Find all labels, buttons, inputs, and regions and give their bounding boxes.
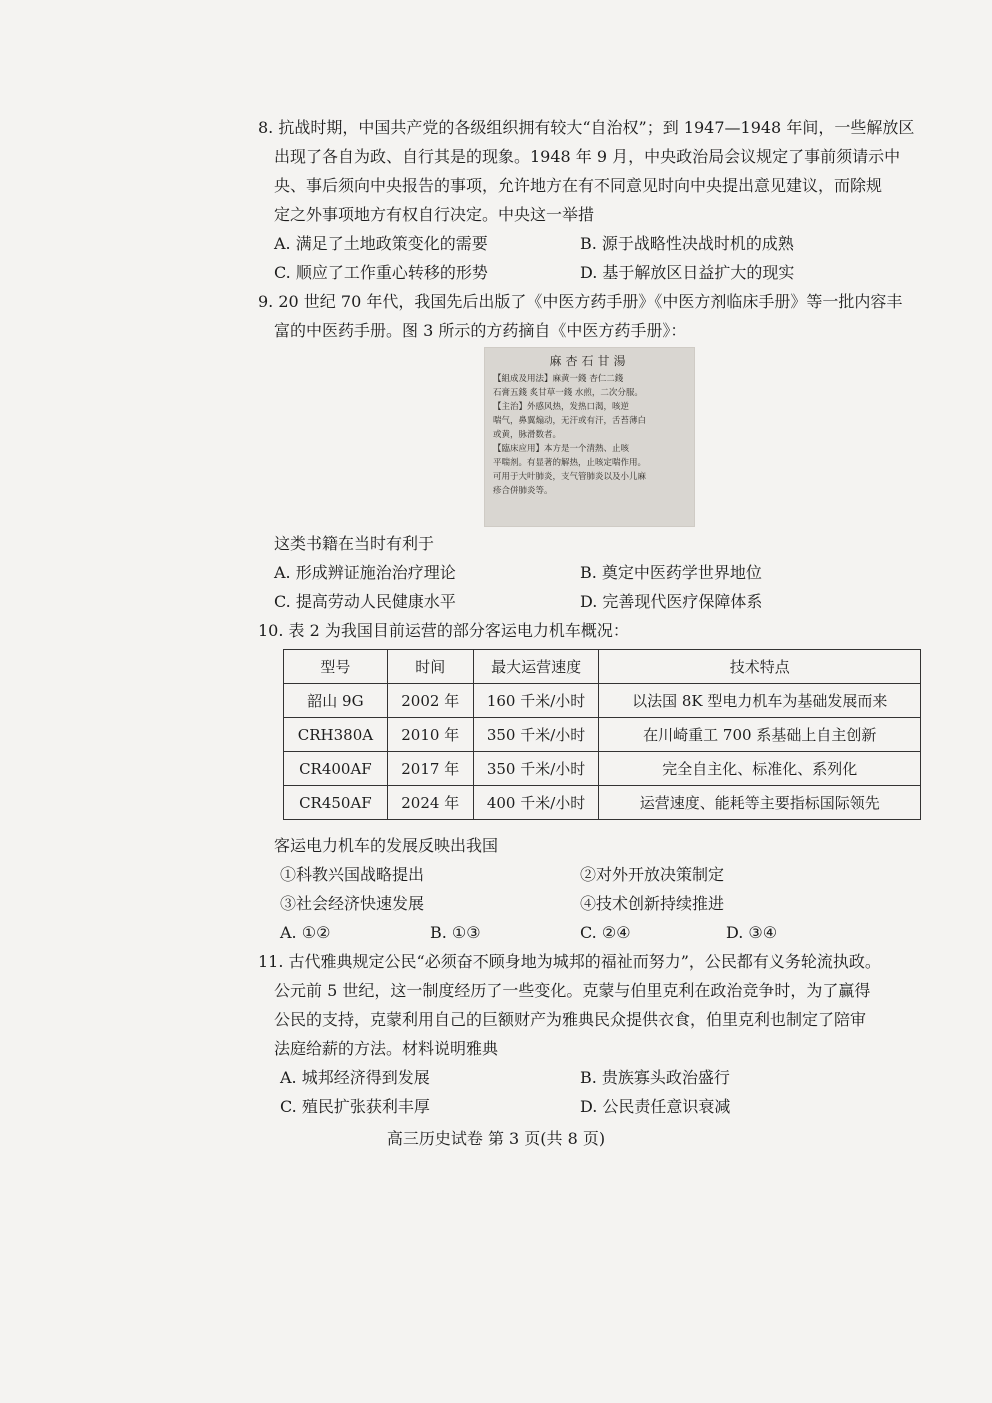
option-d[interactable]: D. ③④	[726, 923, 778, 942]
option-row	[258, 587, 926, 616]
figure-title: 麻杏石甘湯	[549, 354, 630, 368]
option-c[interactable]: C. 顺应了工作重心转移的形势	[274, 263, 488, 282]
table-2-locomotives	[283, 649, 921, 820]
table-cell: 以法国 8K 型电力机车为基础发展而来	[599, 684, 921, 718]
question-stem: 客运电力机车的发展反映出我国	[274, 836, 499, 855]
option-b[interactable]: B. ①③	[430, 923, 481, 942]
option-b[interactable]: B. 奠定中医药学世界地位	[580, 563, 762, 582]
table-cell: 韶山 9G	[284, 684, 388, 718]
figure-line: 或黄，脉滑数者。	[493, 430, 562, 440]
figure-3-prescription-image	[484, 347, 695, 527]
table-cell: 2024 年	[387, 786, 473, 820]
question-text-line: 出现了各自为政、自行其是的现象。1948 年 9 月，中央政治局会议规定了事前须请示中	[274, 147, 901, 166]
statement-3: ③社会经济快速发展	[280, 894, 425, 913]
option-row	[258, 558, 926, 587]
question-stem: 这类书籍在当时有利于	[274, 534, 435, 553]
table-row	[284, 786, 921, 820]
table-header-row	[284, 650, 921, 684]
table-header-cell: 时间	[387, 650, 473, 684]
question-8	[258, 113, 926, 287]
question-text-line: 公民的支持，克蒙利用自己的巨额财产为雅典民众提供衣食，伯里克利也制定了陪审	[274, 1010, 867, 1029]
statement-4: ④技术创新持续推进	[580, 894, 725, 913]
table-cell: 完全自主化、标准化、系列化	[599, 752, 921, 786]
option-a[interactable]: A. 城邦经济得到发展	[280, 1068, 430, 1087]
option-row	[258, 1092, 926, 1121]
question-text-line: 富的中医药手册。图 3 所示的方药摘自《中医方药手册》：	[274, 321, 687, 340]
option-b[interactable]: B. 贵族寡头政治盛行	[580, 1068, 730, 1087]
question-10	[258, 616, 926, 645]
table-cell: 400 千米/小时	[473, 786, 599, 820]
table-cell: CR450AF	[284, 786, 388, 820]
figure-line: 【主治】外感风热，发热口渴，咳逆	[493, 402, 630, 412]
option-row	[258, 258, 926, 287]
table-cell: CRH380A	[284, 718, 388, 752]
option-d[interactable]: D. 完善现代医疗保障体系	[580, 592, 763, 611]
table-row	[284, 684, 921, 718]
table-cell: 2017 年	[387, 752, 473, 786]
option-row	[258, 918, 926, 947]
option-row	[258, 1063, 926, 1092]
figure-line: 【臨床应用】本方是一个清熱、止咳	[493, 444, 630, 454]
question-text-line: 9. 20 世纪 70 年代，我国先后出版了《中医方药手册》《中医方剂临床手册》等一批内容丰	[258, 292, 903, 311]
option-d[interactable]: D. 公民责任意识衰减	[580, 1097, 731, 1116]
table-cell: 350 千米/小时	[473, 752, 599, 786]
statement-1: ①科教兴国战略提出	[280, 865, 425, 884]
figure-line: 喘气，鼻翼煽动，无汗或有汗，舌苔薄白	[493, 416, 647, 426]
option-c[interactable]: C. 提高劳动人民健康水平	[274, 592, 456, 611]
table-header-cell: 最大运营速度	[473, 650, 599, 684]
question-9-options	[258, 529, 926, 616]
figure-line: 石膏五錢 炙甘草一錢 水煎，二次分服。	[493, 388, 643, 398]
option-b[interactable]: B. 源于战略性决战时机的成熟	[580, 234, 794, 253]
figure-line: 【組成及用法】麻黄一錢 杏仁二錢	[493, 374, 624, 384]
question-text-line: 定之外事项地方有权自行决定。中央这一举措	[274, 205, 595, 224]
option-c[interactable]: C. ②④	[580, 923, 631, 942]
table-cell: 2002 年	[387, 684, 473, 718]
question-11	[258, 947, 926, 1121]
table-cell: CR400AF	[284, 752, 388, 786]
question-text-line: 法庭给薪的方法。材料说明雅典	[274, 1039, 499, 1058]
page-footer: 高三历史试卷 第 3 页(共 8 页)	[386, 1129, 606, 1148]
option-row	[258, 229, 926, 258]
question-text-line: 公元前 5 世纪，这一制度经历了一些变化。克蒙与伯里克利在政治竞争时，为了赢得	[274, 981, 871, 1000]
option-a[interactable]: A. 满足了土地政策变化的需要	[274, 234, 488, 253]
figure-line: 疹合併肺炎等。	[493, 486, 553, 496]
table-cell: 在川崎重工 700 系基础上自主创新	[599, 718, 921, 752]
table-cell: 2010 年	[387, 718, 473, 752]
table-cell: 运营速度、能耗等主要指标国际领先	[599, 786, 921, 820]
question-text-line: 11. 古代雅典规定公民“必须奋不顾身地为城邦的福祉而努力”，公民都有义务轮流执政。	[258, 952, 881, 971]
figure-line: 可用于大叶肺炎，支气管肺炎以及小儿麻	[493, 472, 647, 482]
table-row	[284, 752, 921, 786]
figure-line: 平喘剂。有显著的解热，止咳定喘作用。	[493, 458, 647, 468]
table-cell: 350 千米/小时	[473, 718, 599, 752]
question-text-line: 10. 表 2 为我国目前运营的部分客运电力机车概况：	[258, 621, 629, 640]
table-row	[284, 718, 921, 752]
table-header-cell: 型号	[284, 650, 388, 684]
option-a[interactable]: A. 形成辨证施治治疗理论	[274, 563, 456, 582]
statement-2: ②对外开放决策制定	[580, 865, 725, 884]
question-9	[258, 287, 926, 345]
item-row	[258, 860, 926, 889]
question-text-line: 8. 抗战时期，中国共产党的各级组织拥有较大“自治权”；到 1947—1948 年间，一些解放区	[258, 118, 915, 137]
option-a[interactable]: A. ①②	[280, 923, 331, 942]
option-d[interactable]: D. 基于解放区日益扩大的现实	[580, 263, 795, 282]
question-text-line: 央、事后须向中央报告的事项，允许地方在有不同意见时向中央提出意见建议，而除规	[274, 176, 883, 195]
table-cell: 160 千米/小时	[473, 684, 599, 718]
question-10-options	[258, 831, 926, 947]
table-header-cell: 技术特点	[599, 650, 921, 684]
item-row	[258, 889, 926, 918]
option-c[interactable]: C. 殖民扩张获利丰厚	[280, 1097, 430, 1116]
